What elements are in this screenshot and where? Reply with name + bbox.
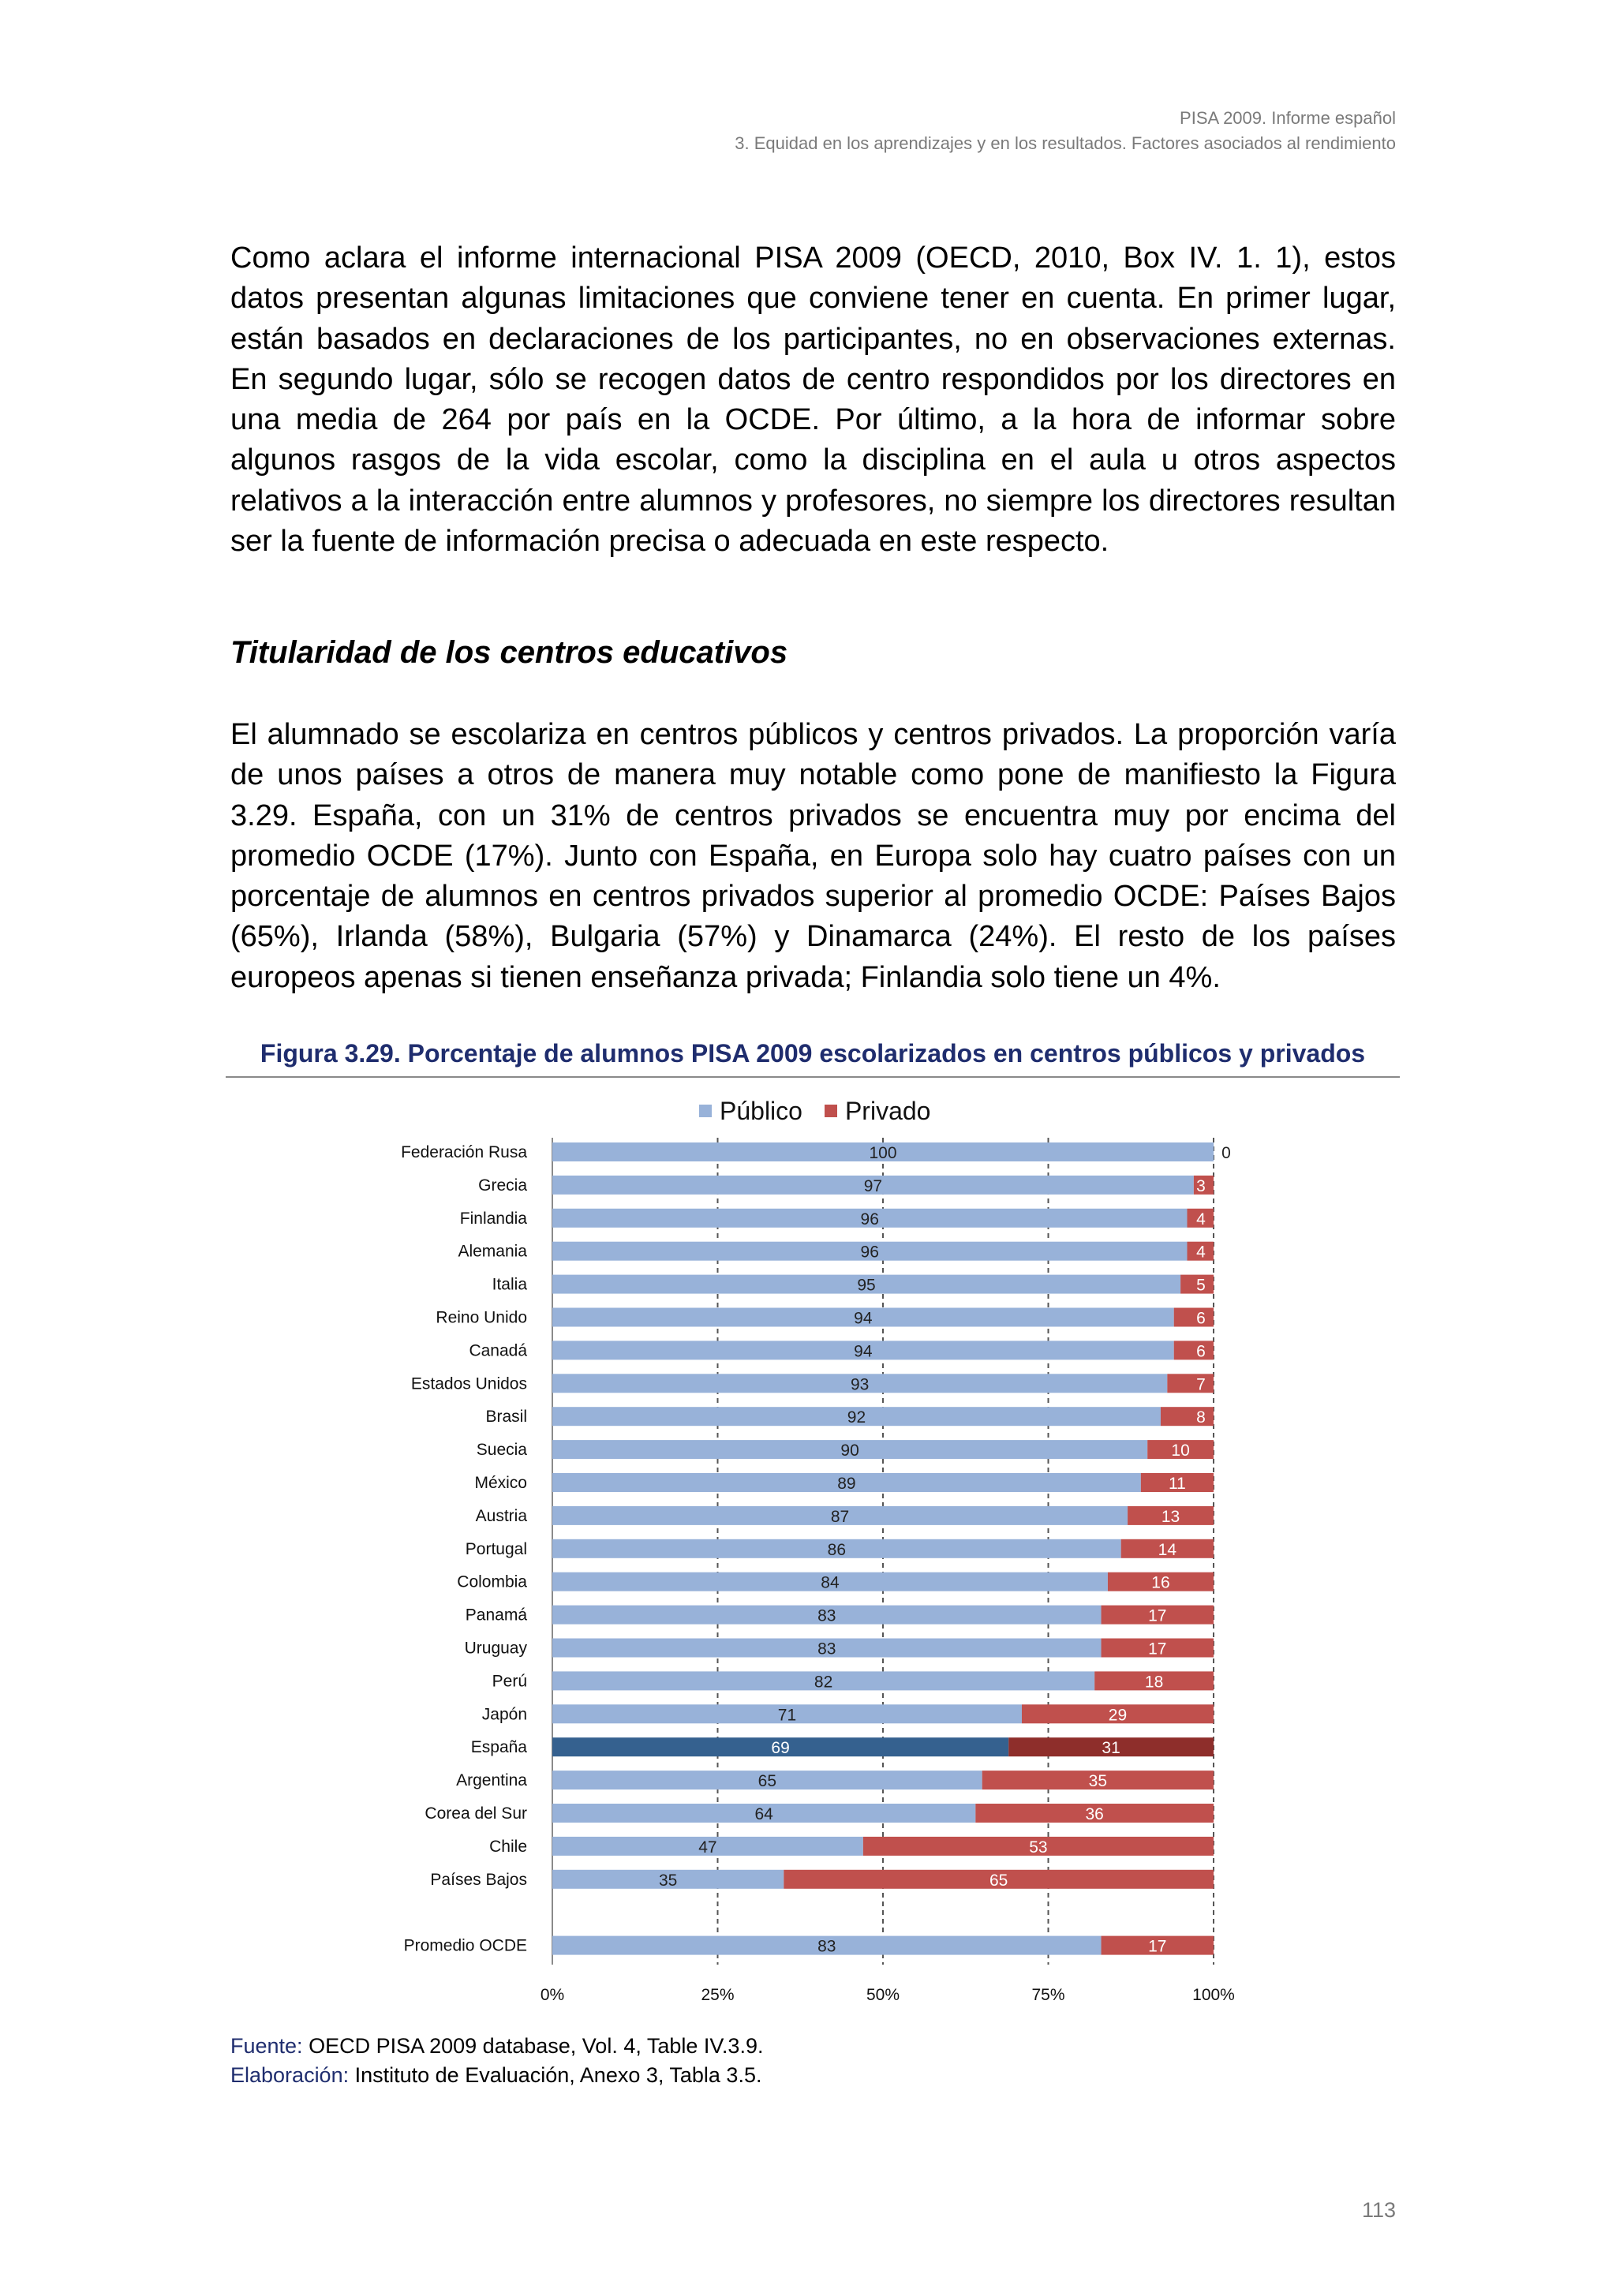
value-label-privado-suecia: 10 (1171, 1442, 1190, 1460)
value-label-publico-portugal: 86 (827, 1540, 847, 1559)
figure-source (230, 2032, 763, 2060)
category-label-federacion-rusa: Federación Rusa (401, 1143, 527, 1161)
paragraph-titularidad: El alumnado se escolariza en centros públicos y centros privados. La proporción varía de unos países a otros de manera muy notable como pone de manifiesto la Figura 3.29. España, con un 31% de centros privados se encuentra muy por encima del promedio OCDE (17%). Junto con España, en Europa solo hay cuatro países con un porcentaje de alumnos en centros privados superior al promedio OCDE: Países Bajos (65%), Irlanda (58%), Bulgaria (57%) y Dinamarca (24%). El resto de los países europeos apenas si tienen enseñanza privada; Finlandia solo tiene un 4%. (230, 718, 1396, 994)
value-label-publico-canada: 94 (854, 1342, 873, 1361)
category-label-corea-del-sur: Corea del Sur (425, 1804, 527, 1823)
value-label-privado-austria: 13 (1161, 1507, 1180, 1526)
value-label-publico-grecia: 97 (863, 1176, 883, 1195)
value-label-privado-espana: 31 (1102, 1739, 1120, 1758)
category-label-finlandia: Finlandia (459, 1209, 527, 1228)
category-label-uruguay: Uruguay (464, 1639, 527, 1658)
category-label-colombia: Colombia (457, 1572, 527, 1591)
value-label-publico-argentina: 65 (758, 1772, 777, 1791)
bar-privado-canada (1174, 1341, 1214, 1359)
value-label-privado-paises-bajos: 65 (989, 1871, 1008, 1890)
value-label-privado-mexico: 11 (1169, 1475, 1186, 1493)
category-label-portugal: Portugal (465, 1539, 527, 1558)
category-label-argentina: Argentina (456, 1771, 527, 1790)
category-label-suecia: Suecia (476, 1441, 527, 1460)
legend-label-privado: Privado (844, 1096, 931, 1125)
value-label-publico-austria: 87 (830, 1507, 850, 1526)
x-tick-label-2: 50% (866, 1986, 900, 2004)
source-text: OECD PISA 2009 database, Vol. 4, Table IV.3.9. (302, 2034, 764, 2058)
value-label-publico-italia: 95 (857, 1276, 876, 1295)
category-label-chile: Chile (489, 1837, 527, 1856)
value-label-publico-colombia: 84 (821, 1573, 840, 1592)
value-label-privado-peru: 18 (1144, 1673, 1164, 1692)
x-tick-label-1: 25% (701, 1986, 735, 2004)
value-label-publico-promedio-ocde: 83 (817, 1937, 836, 1956)
paragraph-intro: Como aclara el informe internacional PISA 2009 (OECD, 2010, Box IV. 1. 1), estos datos presentan algunas limitaciones que conviene tener en cuenta. En primer lugar, están basados en declaraciones de los participantes, no en observaciones externas. En segundo lugar, sólo se recogen datos de centro respondidos por los directores en una media de 264 por país en la OCDE. Por último, a la hora de informar sobre algunos rasgos de la vida escolar, como la disciplina en el aula u otros aspectos relativos a la interacción entre alumnos y profesores, no siempre los directores resultan ser la fuente de información precisa o adecuada en este respecto. (230, 241, 1396, 559)
value-label-publico-uruguay: 83 (817, 1640, 836, 1658)
category-label-estados-unidos: Estados Unidos (410, 1374, 527, 1393)
value-label-publico-alemania: 96 (860, 1243, 879, 1262)
header-title: PISA 2009. Informe español (1180, 108, 1396, 128)
category-label-canada: Canadá (469, 1341, 527, 1360)
category-label-alemania: Alemania (458, 1242, 527, 1261)
value-label-privado-corea-del-sur: 36 (1085, 1805, 1104, 1823)
value-label-privado-promedio-ocde: 17 (1148, 1937, 1167, 1956)
value-label-publico-federacion-rusa: 100 (869, 1144, 897, 1162)
legend-label-publico: Público (720, 1096, 802, 1125)
elaboration-text: Instituto de Evaluación, Anexo 3, Tabla 3.5. (349, 2063, 762, 2087)
value-label-publico-finlandia: 96 (860, 1210, 879, 1228)
value-label-privado-uruguay: 17 (1148, 1640, 1167, 1658)
value-label-privado-argentina: 35 (1088, 1772, 1108, 1791)
category-label-paises-bajos: Países Bajos (430, 1870, 527, 1889)
value-label-privado-chile: 53 (1029, 1838, 1048, 1857)
category-label-mexico: México (474, 1474, 527, 1492)
figure-elaboration (230, 2061, 761, 2089)
category-label-promedio-ocde: Promedio OCDE (403, 1936, 527, 1955)
value-label-privado-japon: 29 (1108, 1706, 1128, 1725)
section-title: Titularidad de los centros educativos (230, 635, 788, 670)
x-tick-label-0: 0% (540, 1986, 565, 2004)
value-label-publico-corea-del-sur: 64 (754, 1805, 773, 1823)
x-tick-label-4: 100% (1192, 1986, 1235, 2004)
category-label-peru: Perú (492, 1672, 527, 1691)
value-label-publico-panama: 83 (817, 1606, 836, 1625)
bar-privado-estados-unidos (1167, 1374, 1214, 1393)
value-label-publico-reino-unido: 94 (854, 1309, 873, 1328)
value-label-publico-japon: 71 (777, 1706, 797, 1725)
value-label-privado-federacion-rusa: 0 (1221, 1144, 1231, 1162)
category-label-reino-unido: Reino Unido (436, 1308, 527, 1327)
value-label-privado-italia: 5 (1196, 1276, 1206, 1295)
value-label-privado-estados-unidos: 7 (1196, 1375, 1206, 1394)
value-label-privado-panama: 17 (1148, 1606, 1167, 1625)
category-label-japon: Japón (481, 1705, 527, 1724)
value-label-privado-portugal: 14 (1158, 1540, 1177, 1559)
value-label-publico-espana: 69 (771, 1739, 790, 1758)
category-label-grecia: Grecia (478, 1176, 527, 1195)
bar-privado-brasil (1161, 1407, 1214, 1426)
header-subtitle: 3. Equidad en los aprendizajes y en los resultados. Factores asociados al rendimiento (735, 133, 1396, 153)
x-tick-label-3: 75% (1031, 1986, 1065, 2004)
value-label-publico-mexico: 89 (837, 1475, 856, 1493)
value-label-privado-alemania: 4 (1196, 1243, 1206, 1262)
value-label-privado-brasil: 8 (1196, 1408, 1206, 1427)
category-label-panama: Panamá (465, 1606, 527, 1625)
value-label-publico-chile: 47 (698, 1838, 717, 1857)
value-label-publico-estados-unidos: 93 (850, 1375, 870, 1394)
value-label-privado-reino-unido: 6 (1196, 1309, 1206, 1328)
bar-privado-reino-unido (1174, 1308, 1214, 1327)
figure-title: Figura 3.29. Porcentaje de alumnos PISA 2009 escolarizados en centros públicos y privados (260, 1039, 1366, 1068)
value-label-privado-colombia: 16 (1151, 1573, 1170, 1592)
category-label-austria: Austria (475, 1506, 527, 1525)
value-label-privado-finlandia: 4 (1196, 1210, 1206, 1228)
value-label-publico-brasil: 92 (847, 1408, 866, 1427)
value-label-privado-grecia: 3 (1196, 1176, 1206, 1195)
value-label-privado-canada: 6 (1196, 1342, 1206, 1361)
source-label: Fuente: (230, 2034, 303, 2058)
page-number: 113 (1361, 2198, 1396, 2222)
value-label-publico-suecia: 90 (840, 1442, 859, 1460)
value-label-publico-paises-bajos: 35 (658, 1871, 678, 1890)
category-label-italia: Italia (492, 1275, 527, 1294)
elaboration-label: Elaboración: (230, 2063, 350, 2087)
category-label-brasil: Brasil (485, 1408, 527, 1427)
value-label-publico-peru: 82 (814, 1673, 833, 1692)
category-label-espana: España (470, 1738, 527, 1757)
